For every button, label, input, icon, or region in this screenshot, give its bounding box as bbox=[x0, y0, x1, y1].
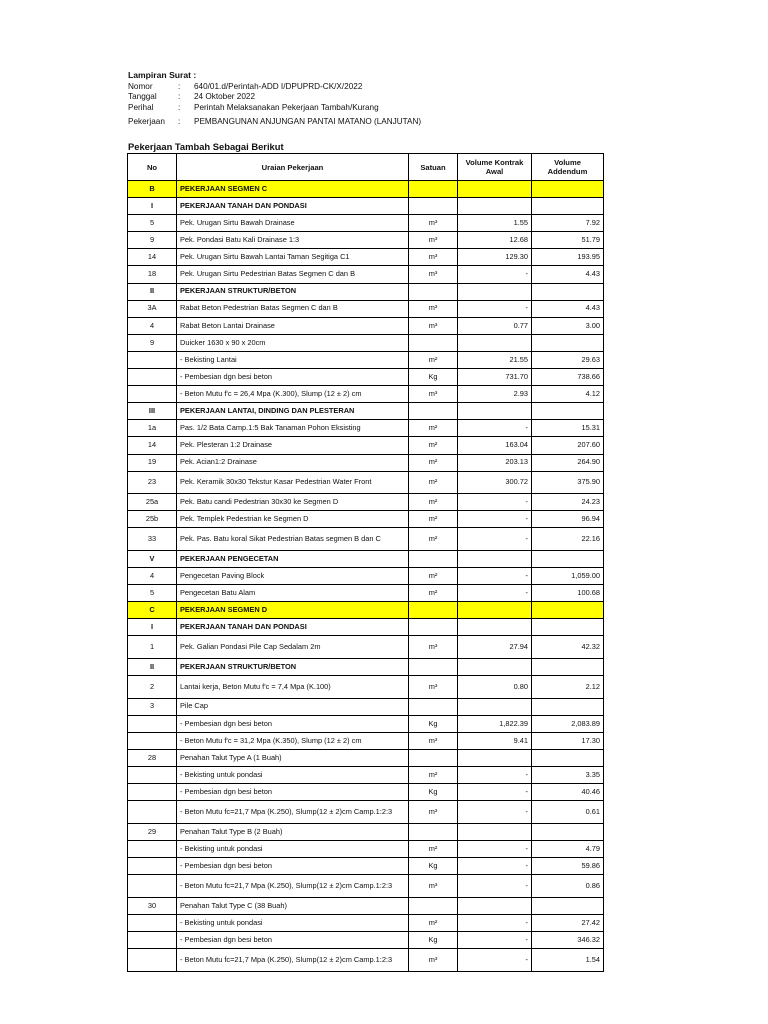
cell-uraian: - Pembesian dgn besi beton bbox=[177, 784, 409, 801]
cell-satuan: Kg bbox=[409, 931, 458, 948]
cell-no: 4 bbox=[128, 568, 177, 585]
cell-satuan: m³ bbox=[409, 300, 458, 317]
cell-volume-kontrak: 203.13 bbox=[458, 454, 532, 471]
segment-row bbox=[128, 181, 604, 198]
cell-volume-kontrak: - bbox=[458, 767, 532, 784]
table-row bbox=[128, 914, 604, 931]
cell-uraian: Penahan Talut Type B (2 Buah) bbox=[177, 823, 409, 840]
cell-volume-addendum: 24.23 bbox=[532, 494, 604, 511]
nomor-value: 640/01.d/Perintah-ADD I/DPUPRD-CK/X/2022 bbox=[194, 81, 363, 91]
cell-volume-addendum: 7.92 bbox=[532, 215, 604, 232]
cell-no: 1 bbox=[128, 636, 177, 659]
table-row bbox=[128, 568, 604, 585]
cell-volume-kontrak: - bbox=[458, 300, 532, 317]
table-row bbox=[128, 334, 604, 351]
cell-satuan: Kg bbox=[409, 784, 458, 801]
subsection-row bbox=[128, 283, 604, 300]
cell-volume-kontrak bbox=[458, 181, 532, 198]
cell-satuan: Kg bbox=[409, 715, 458, 732]
cell-no bbox=[128, 931, 177, 948]
cell-volume-kontrak: 21.55 bbox=[458, 351, 532, 368]
cell-volume-addendum: 375.90 bbox=[532, 471, 604, 494]
cell-volume-kontrak bbox=[458, 334, 532, 351]
cell-volume-addendum bbox=[532, 550, 604, 567]
nomor-label: Nomor bbox=[128, 81, 153, 91]
cell-volume-kontrak: - bbox=[458, 266, 532, 283]
cell-volume-kontrak: - bbox=[458, 568, 532, 585]
subsection-row bbox=[128, 659, 604, 676]
cell-no: 19 bbox=[128, 454, 177, 471]
cell-no bbox=[128, 840, 177, 857]
table-row bbox=[128, 317, 604, 334]
cell-no: 18 bbox=[128, 266, 177, 283]
table-row bbox=[128, 949, 604, 972]
cell-satuan bbox=[409, 334, 458, 351]
cell-uraian: - Beton Mutu fc=21,7 Mpa (K.250), Slump(12 ± 2)cm Camp.1:2:3 bbox=[177, 875, 409, 898]
cell-uraian: PEKERJAAN LANTAI, DINDING DAN PLESTERAN bbox=[177, 403, 409, 420]
cell-volume-addendum: 96.94 bbox=[532, 511, 604, 528]
cell-no bbox=[128, 858, 177, 875]
table-row bbox=[128, 875, 604, 898]
cell-volume-addendum bbox=[532, 198, 604, 215]
cell-no: 5 bbox=[128, 585, 177, 602]
cell-satuan: m³ bbox=[409, 386, 458, 403]
cell-no: C bbox=[128, 602, 177, 619]
cell-satuan bbox=[409, 823, 458, 840]
cell-volume-addendum bbox=[532, 750, 604, 767]
cell-satuan: m² bbox=[409, 454, 458, 471]
cell-volume-kontrak: 1.55 bbox=[458, 215, 532, 232]
cell-satuan bbox=[409, 181, 458, 198]
cell-satuan: m³ bbox=[409, 732, 458, 749]
cell-volume-kontrak: 0.77 bbox=[458, 317, 532, 334]
cell-volume-addendum: 100.68 bbox=[532, 585, 604, 602]
cell-no bbox=[128, 369, 177, 386]
cell-volume-kontrak bbox=[458, 897, 532, 914]
table-header-row bbox=[128, 154, 604, 181]
cell-volume-kontrak: - bbox=[458, 494, 532, 511]
cell-volume-addendum: 264.90 bbox=[532, 454, 604, 471]
cell-no bbox=[128, 767, 177, 784]
cell-volume-addendum bbox=[532, 334, 604, 351]
cell-no bbox=[128, 949, 177, 972]
table-row bbox=[128, 840, 604, 857]
cell-uraian: Pengecetan Paving Block bbox=[177, 568, 409, 585]
cell-no: I bbox=[128, 619, 177, 636]
subsection-row bbox=[128, 198, 604, 215]
cell-volume-kontrak: 9.41 bbox=[458, 732, 532, 749]
cell-uraian: Pile Cap bbox=[177, 698, 409, 715]
cell-volume-kontrak: - bbox=[458, 931, 532, 948]
cell-satuan: m² bbox=[409, 351, 458, 368]
table-row bbox=[128, 420, 604, 437]
table-row bbox=[128, 232, 604, 249]
cell-volume-kontrak: - bbox=[458, 528, 532, 551]
cell-volume-kontrak bbox=[458, 619, 532, 636]
table-row bbox=[128, 750, 604, 767]
table-row bbox=[128, 585, 604, 602]
cell-volume-addendum: 1,059.00 bbox=[532, 568, 604, 585]
cell-satuan: m² bbox=[409, 528, 458, 551]
cell-uraian: Pek. Templek Pedestrian ke Segmen D bbox=[177, 511, 409, 528]
cell-uraian: PEKERJAAN SEGMEN D bbox=[177, 602, 409, 619]
table-row bbox=[128, 732, 604, 749]
table-row bbox=[128, 676, 604, 699]
cell-volume-kontrak: - bbox=[458, 840, 532, 857]
table-row bbox=[128, 897, 604, 914]
cell-uraian: Penahan Talut Type C (38 Buah) bbox=[177, 897, 409, 914]
cell-uraian: Pek. Plesteran 1:2 Drainase bbox=[177, 437, 409, 454]
cell-uraian: Penahan Talut Type A (1 Buah) bbox=[177, 750, 409, 767]
cell-volume-addendum bbox=[532, 619, 604, 636]
cell-no bbox=[128, 784, 177, 801]
cell-satuan: m² bbox=[409, 585, 458, 602]
cell-no: 14 bbox=[128, 437, 177, 454]
cell-no: 9 bbox=[128, 232, 177, 249]
cell-volume-addendum: 3.00 bbox=[532, 317, 604, 334]
cell-no bbox=[128, 715, 177, 732]
work-items-table bbox=[127, 153, 604, 972]
cell-volume-addendum: 51.79 bbox=[532, 232, 604, 249]
cell-uraian: - Beton Mutu fc=21,7 Mpa (K.250), Slump(12 ± 2)cm Camp.1:2:3 bbox=[177, 801, 409, 824]
table-row bbox=[128, 266, 604, 283]
cell-satuan: Kg bbox=[409, 858, 458, 875]
cell-volume-kontrak bbox=[458, 550, 532, 567]
cell-satuan: m² bbox=[409, 568, 458, 585]
cell-no: II bbox=[128, 283, 177, 300]
cell-satuan: m² bbox=[409, 767, 458, 784]
cell-satuan: m³ bbox=[409, 232, 458, 249]
cell-satuan: m² bbox=[409, 437, 458, 454]
cell-volume-kontrak: - bbox=[458, 801, 532, 824]
table-row bbox=[128, 636, 604, 659]
cell-volume-addendum: 22.16 bbox=[532, 528, 604, 551]
cell-volume-addendum: 193.95 bbox=[532, 249, 604, 266]
nomor-colon: : bbox=[178, 81, 181, 91]
cell-no bbox=[128, 801, 177, 824]
cell-volume-kontrak: - bbox=[458, 784, 532, 801]
cell-volume-addendum: 1.54 bbox=[532, 949, 604, 972]
cell-volume-addendum: 27.42 bbox=[532, 914, 604, 931]
cell-uraian: Pengecetan Batu Alam bbox=[177, 585, 409, 602]
cell-no: 33 bbox=[128, 528, 177, 551]
cell-uraian: PEKERJAAN SEGMEN C bbox=[177, 181, 409, 198]
cell-satuan bbox=[409, 550, 458, 567]
cell-uraian: Pek. Pas. Batu koral Sikat Pedestrian Batas segmen B dan C bbox=[177, 528, 409, 551]
cell-no: 3 bbox=[128, 698, 177, 715]
col-header-volume-kontrak: Volume Kontrak Awal bbox=[458, 154, 532, 181]
cell-uraian: - Pembesian dgn besi beton bbox=[177, 715, 409, 732]
cell-volume-kontrak bbox=[458, 750, 532, 767]
cell-volume-addendum: 4.43 bbox=[532, 300, 604, 317]
subsection-row bbox=[128, 403, 604, 420]
cell-no: 5 bbox=[128, 215, 177, 232]
cell-uraian: - Pembesian dgn besi beton bbox=[177, 369, 409, 386]
cell-satuan: m³ bbox=[409, 949, 458, 972]
cell-volume-addendum: 29.63 bbox=[532, 351, 604, 368]
cell-no bbox=[128, 875, 177, 898]
cell-uraian: Lantai kerja, Beton Mutu f'c = 7,4 Mpa (K.100) bbox=[177, 676, 409, 699]
perihal-row bbox=[128, 103, 648, 114]
cell-satuan bbox=[409, 659, 458, 676]
cell-uraian: Pek. Acian1:2 Drainase bbox=[177, 454, 409, 471]
pekerjaan-colon: : bbox=[178, 117, 181, 127]
section-title: Pekerjaan Tambah Sebagai Berikut bbox=[128, 141, 284, 152]
cell-satuan bbox=[409, 283, 458, 300]
cell-volume-kontrak: - bbox=[458, 949, 532, 972]
cell-volume-kontrak: 0.80 bbox=[458, 676, 532, 699]
table-row bbox=[128, 471, 604, 494]
table-row bbox=[128, 784, 604, 801]
cell-no: 3A bbox=[128, 300, 177, 317]
cell-uraian: - Bekisting untuk pondasi bbox=[177, 767, 409, 784]
cell-volume-addendum bbox=[532, 181, 604, 198]
cell-volume-kontrak: 2.93 bbox=[458, 386, 532, 403]
cell-uraian: - Pembesian dgn besi beton bbox=[177, 858, 409, 875]
cell-no: 23 bbox=[128, 471, 177, 494]
cell-volume-addendum: 738.66 bbox=[532, 369, 604, 386]
cell-satuan bbox=[409, 897, 458, 914]
cell-uraian: Pas. 1/2 Bata Camp.1:5 Bak Tanaman Pohon Eksisting bbox=[177, 420, 409, 437]
perihal-colon: : bbox=[178, 102, 181, 112]
table-row bbox=[128, 858, 604, 875]
cell-satuan: m² bbox=[409, 840, 458, 857]
cell-no: 25a bbox=[128, 494, 177, 511]
cell-no: 2 bbox=[128, 676, 177, 699]
cell-volume-kontrak: 27.94 bbox=[458, 636, 532, 659]
cell-no bbox=[128, 386, 177, 403]
cell-volume-addendum: 59.86 bbox=[532, 858, 604, 875]
cell-no: B bbox=[128, 181, 177, 198]
letter-title: Lampiran Surat : bbox=[128, 70, 197, 80]
cell-volume-addendum: 0.61 bbox=[532, 801, 604, 824]
cell-uraian: Pek. Urugan Sirtu Bawah Drainase bbox=[177, 215, 409, 232]
table-row bbox=[128, 249, 604, 266]
cell-no: II bbox=[128, 659, 177, 676]
cell-uraian: Rabat Beton Lantai Drainase bbox=[177, 317, 409, 334]
table-row bbox=[128, 386, 604, 403]
table-row bbox=[128, 351, 604, 368]
cell-volume-addendum bbox=[532, 698, 604, 715]
cell-satuan bbox=[409, 602, 458, 619]
cell-volume-addendum: 4.79 bbox=[532, 840, 604, 857]
cell-volume-kontrak: - bbox=[458, 420, 532, 437]
cell-uraian: Pek. Urugan Sirtu Pedestrian Batas Segmen C dan B bbox=[177, 266, 409, 283]
cell-uraian: Duicker 1630 x 90 x 20cm bbox=[177, 334, 409, 351]
table-body bbox=[128, 181, 604, 972]
cell-volume-kontrak bbox=[458, 198, 532, 215]
table-row bbox=[128, 369, 604, 386]
subsection-row bbox=[128, 550, 604, 567]
cell-satuan bbox=[409, 198, 458, 215]
cell-uraian: PEKERJAAN STRUKTUR/BETON bbox=[177, 283, 409, 300]
cell-volume-kontrak: 12.68 bbox=[458, 232, 532, 249]
cell-satuan: m² bbox=[409, 914, 458, 931]
cell-uraian: Pek. Keramik 30x30 Tekstur Kasar Pedestrian Water Front bbox=[177, 471, 409, 494]
table-row bbox=[128, 528, 604, 551]
cell-no bbox=[128, 732, 177, 749]
cell-no: 25b bbox=[128, 511, 177, 528]
cell-volume-kontrak: - bbox=[458, 585, 532, 602]
cell-volume-kontrak bbox=[458, 823, 532, 840]
cell-volume-kontrak: 300.72 bbox=[458, 471, 532, 494]
cell-volume-addendum: 346.32 bbox=[532, 931, 604, 948]
cell-satuan bbox=[409, 403, 458, 420]
cell-uraian: - Bekisting untuk pondasi bbox=[177, 840, 409, 857]
cell-volume-addendum bbox=[532, 283, 604, 300]
cell-volume-kontrak bbox=[458, 403, 532, 420]
cell-satuan: m³ bbox=[409, 249, 458, 266]
table-row bbox=[128, 715, 604, 732]
cell-satuan: Kg bbox=[409, 369, 458, 386]
cell-volume-addendum: 15.31 bbox=[532, 420, 604, 437]
cell-volume-kontrak: 129.30 bbox=[458, 249, 532, 266]
table-row bbox=[128, 494, 604, 511]
cell-uraian: PEKERJAAN TANAH DAN PONDASI bbox=[177, 619, 409, 636]
cell-uraian: - Beton Mutu f'c = 26,4 Mpa (K.300), Slump (12 ± 2) cm bbox=[177, 386, 409, 403]
cell-uraian: - Pembesian dgn besi beton bbox=[177, 931, 409, 948]
table-row bbox=[128, 437, 604, 454]
cell-volume-addendum: 4.43 bbox=[532, 266, 604, 283]
cell-no: 9 bbox=[128, 334, 177, 351]
cell-volume-addendum: 17.30 bbox=[532, 732, 604, 749]
tanggal-row bbox=[128, 92, 648, 103]
cell-no: 30 bbox=[128, 897, 177, 914]
col-header-uraian: Uraian Pekerjaan bbox=[177, 154, 409, 181]
cell-no: 1a bbox=[128, 420, 177, 437]
table-row bbox=[128, 767, 604, 784]
cell-volume-addendum bbox=[532, 823, 604, 840]
cell-no: 4 bbox=[128, 317, 177, 334]
cell-volume-kontrak: 731.70 bbox=[458, 369, 532, 386]
cell-uraian: Pek. Galian Pondasi Pile Cap Sedalam 2m bbox=[177, 636, 409, 659]
pekerjaan-row bbox=[128, 117, 648, 128]
cell-volume-addendum: 2,083.89 bbox=[532, 715, 604, 732]
table-row bbox=[128, 454, 604, 471]
cell-volume-kontrak bbox=[458, 283, 532, 300]
cell-no bbox=[128, 351, 177, 368]
cell-satuan bbox=[409, 698, 458, 715]
cell-volume-addendum: 0.86 bbox=[532, 875, 604, 898]
cell-volume-kontrak bbox=[458, 698, 532, 715]
cell-volume-kontrak bbox=[458, 602, 532, 619]
cell-satuan: m² bbox=[409, 511, 458, 528]
table-row bbox=[128, 215, 604, 232]
cell-satuan: m² bbox=[409, 471, 458, 494]
table-row bbox=[128, 511, 604, 528]
cell-uraian: - Bekisting untuk pondasi bbox=[177, 914, 409, 931]
cell-no: 14 bbox=[128, 249, 177, 266]
nomor-row bbox=[128, 82, 648, 93]
cell-volume-addendum: 207.60 bbox=[532, 437, 604, 454]
cell-volume-addendum bbox=[532, 602, 604, 619]
col-header-volume-addendum: Volume Addendum bbox=[532, 154, 604, 181]
cell-volume-kontrak bbox=[458, 659, 532, 676]
tanggal-value: 24 Oktober 2022 bbox=[194, 92, 255, 102]
cell-volume-addendum: 2.12 bbox=[532, 676, 604, 699]
col-header-satuan: Satuan bbox=[409, 154, 458, 181]
cell-no: 28 bbox=[128, 750, 177, 767]
cell-volume-kontrak: 163.04 bbox=[458, 437, 532, 454]
cell-volume-kontrak: - bbox=[458, 858, 532, 875]
cell-volume-addendum: 40.46 bbox=[532, 784, 604, 801]
subsection-row bbox=[128, 619, 604, 636]
cell-volume-kontrak: - bbox=[458, 511, 532, 528]
pekerjaan-value: PEMBANGUNAN ANJUNGAN PANTAI MATANO (LANJUTAN) bbox=[194, 117, 422, 127]
cell-volume-addendum bbox=[532, 897, 604, 914]
table-row bbox=[128, 801, 604, 824]
tanggal-label: Tanggal bbox=[128, 92, 157, 102]
cell-satuan: m² bbox=[409, 494, 458, 511]
cell-uraian: Pek. Batu candi Pedestrian 30x30 ke Segmen D bbox=[177, 494, 409, 511]
cell-satuan: m³ bbox=[409, 266, 458, 283]
segment-row bbox=[128, 602, 604, 619]
cell-satuan: m³ bbox=[409, 317, 458, 334]
cell-no: I bbox=[128, 198, 177, 215]
cell-satuan: m³ bbox=[409, 215, 458, 232]
cell-uraian: PEKERJAAN STRUKTUR/BETON bbox=[177, 659, 409, 676]
pekerjaan-label: Pekerjaan bbox=[128, 117, 165, 127]
table-row bbox=[128, 823, 604, 840]
cell-no bbox=[128, 914, 177, 931]
cell-satuan bbox=[409, 619, 458, 636]
cell-satuan: m³ bbox=[409, 801, 458, 824]
cell-uraian: PEKERJAAN TANAH DAN PONDASI bbox=[177, 198, 409, 215]
table-row bbox=[128, 931, 604, 948]
cell-volume-addendum bbox=[532, 659, 604, 676]
perihal-label: Perihal bbox=[128, 102, 154, 112]
cell-uraian: - Beton Mutu fc=21,7 Mpa (K.250), Slump(12 ± 2)cm Camp.1:2:3 bbox=[177, 949, 409, 972]
cell-volume-addendum: 3.35 bbox=[532, 767, 604, 784]
cell-satuan: m² bbox=[409, 420, 458, 437]
cell-uraian: PEKERJAAN PENGECETAN bbox=[177, 550, 409, 567]
cell-no: 29 bbox=[128, 823, 177, 840]
cell-volume-kontrak: 1,822.39 bbox=[458, 715, 532, 732]
cell-volume-kontrak: - bbox=[458, 875, 532, 898]
cell-volume-addendum: 42.32 bbox=[532, 636, 604, 659]
cell-satuan: m³ bbox=[409, 875, 458, 898]
table-row bbox=[128, 698, 604, 715]
cell-uraian: Pek. Pondasi Batu Kali Drainase 1:3 bbox=[177, 232, 409, 249]
col-header-no: No bbox=[128, 154, 177, 181]
cell-no: III bbox=[128, 403, 177, 420]
cell-no: V bbox=[128, 550, 177, 567]
cell-uraian: Pek. Urugan Sirtu Bawah Lantai Taman Segitiga C1 bbox=[177, 249, 409, 266]
letter-header bbox=[128, 70, 648, 128]
cell-volume-addendum: 4.12 bbox=[532, 386, 604, 403]
perihal-value: Perintah Melaksanakan Pekerjaan Tambah/Kurang bbox=[194, 102, 379, 112]
cell-uraian: - Bekisting Lantai bbox=[177, 351, 409, 368]
cell-satuan: m³ bbox=[409, 636, 458, 659]
cell-volume-addendum bbox=[532, 403, 604, 420]
cell-uraian: - Beton Mutu f'c = 31,2 Mpa (K.350), Slump (12 ± 2) cm bbox=[177, 732, 409, 749]
cell-uraian: Rabat Beton Pedestrian Batas Segmen C dan B bbox=[177, 300, 409, 317]
cell-satuan bbox=[409, 750, 458, 767]
cell-volume-kontrak: - bbox=[458, 914, 532, 931]
cell-satuan: m³ bbox=[409, 676, 458, 699]
table-row bbox=[128, 300, 604, 317]
tanggal-colon: : bbox=[178, 92, 181, 102]
